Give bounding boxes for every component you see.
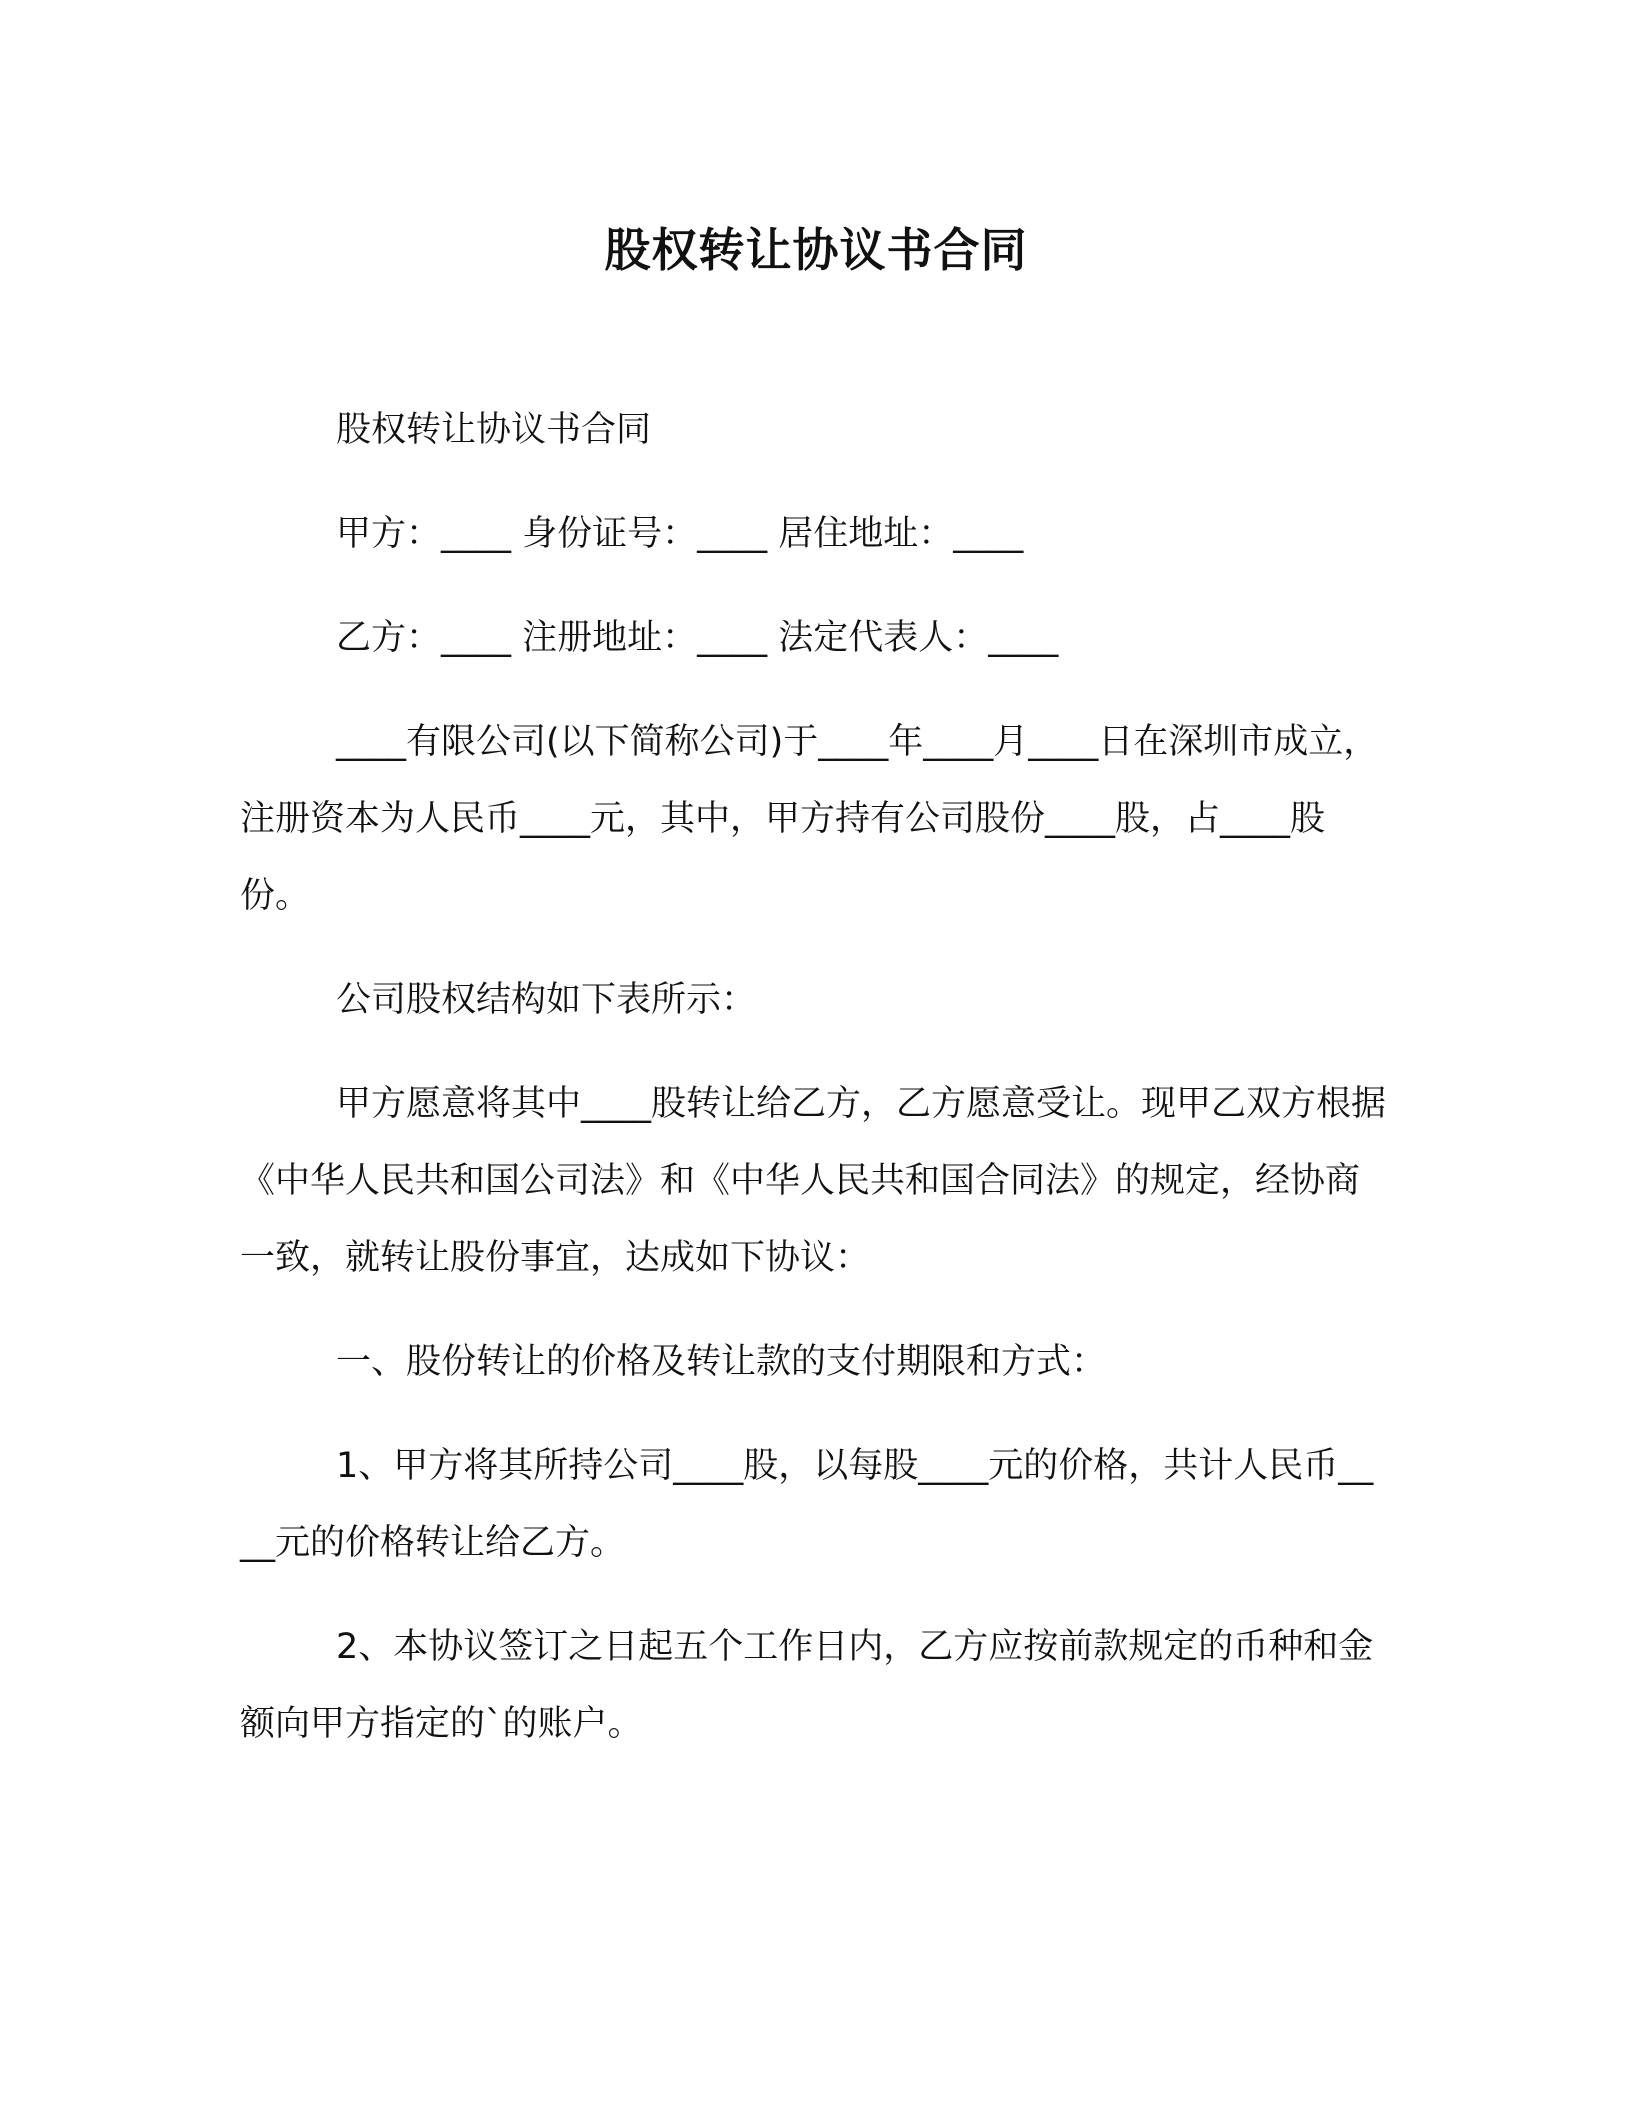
paragraph-party-a: 甲方：____ 身份证号：____ 居住地址：____: [336, 514, 1024, 554]
document-title: 股权转让协议书合同: [604, 223, 1028, 277]
paragraph-company-info: ____有限公司(以下简称公司)于____年____月____日在深圳市成立，注册资本为人民币____元，其中，甲方持有公司股份____股，占____股份。: [240, 722, 1379, 916]
paragraph-party-b: 乙方：____ 注册地址：____ 法定代表人：____: [336, 618, 1059, 658]
paragraph-equity-structure: 公司股权结构如下表所示：: [336, 980, 757, 1020]
paragraph-heading: 股权转让协议书合同: [336, 410, 652, 450]
paragraph-clause-1: 1、甲方将其所持公司____股，以每股____元的价格，共计人民币____元的价格转让给乙方。: [240, 1446, 1374, 1563]
document-body: [240, 392, 1390, 1790]
paragraph-section-one: 一、股份转让的价格及转让款的支付期限和方式：: [336, 1342, 1107, 1382]
paragraph-clause-2: 2、本协议签订之日起五个工作日内，乙方应按前款规定的币种和金额向甲方指定的`的账户。: [240, 1627, 1374, 1744]
paragraph-transfer-intent: 甲方愿意将其中____股转让给乙方，乙方愿意受让。现甲乙双方根据《中华人民共和国公司法》和《中华人民共和国合同法》的规定，经协商一致，就转让股份事宜，达成如下协议：: [240, 1084, 1387, 1278]
